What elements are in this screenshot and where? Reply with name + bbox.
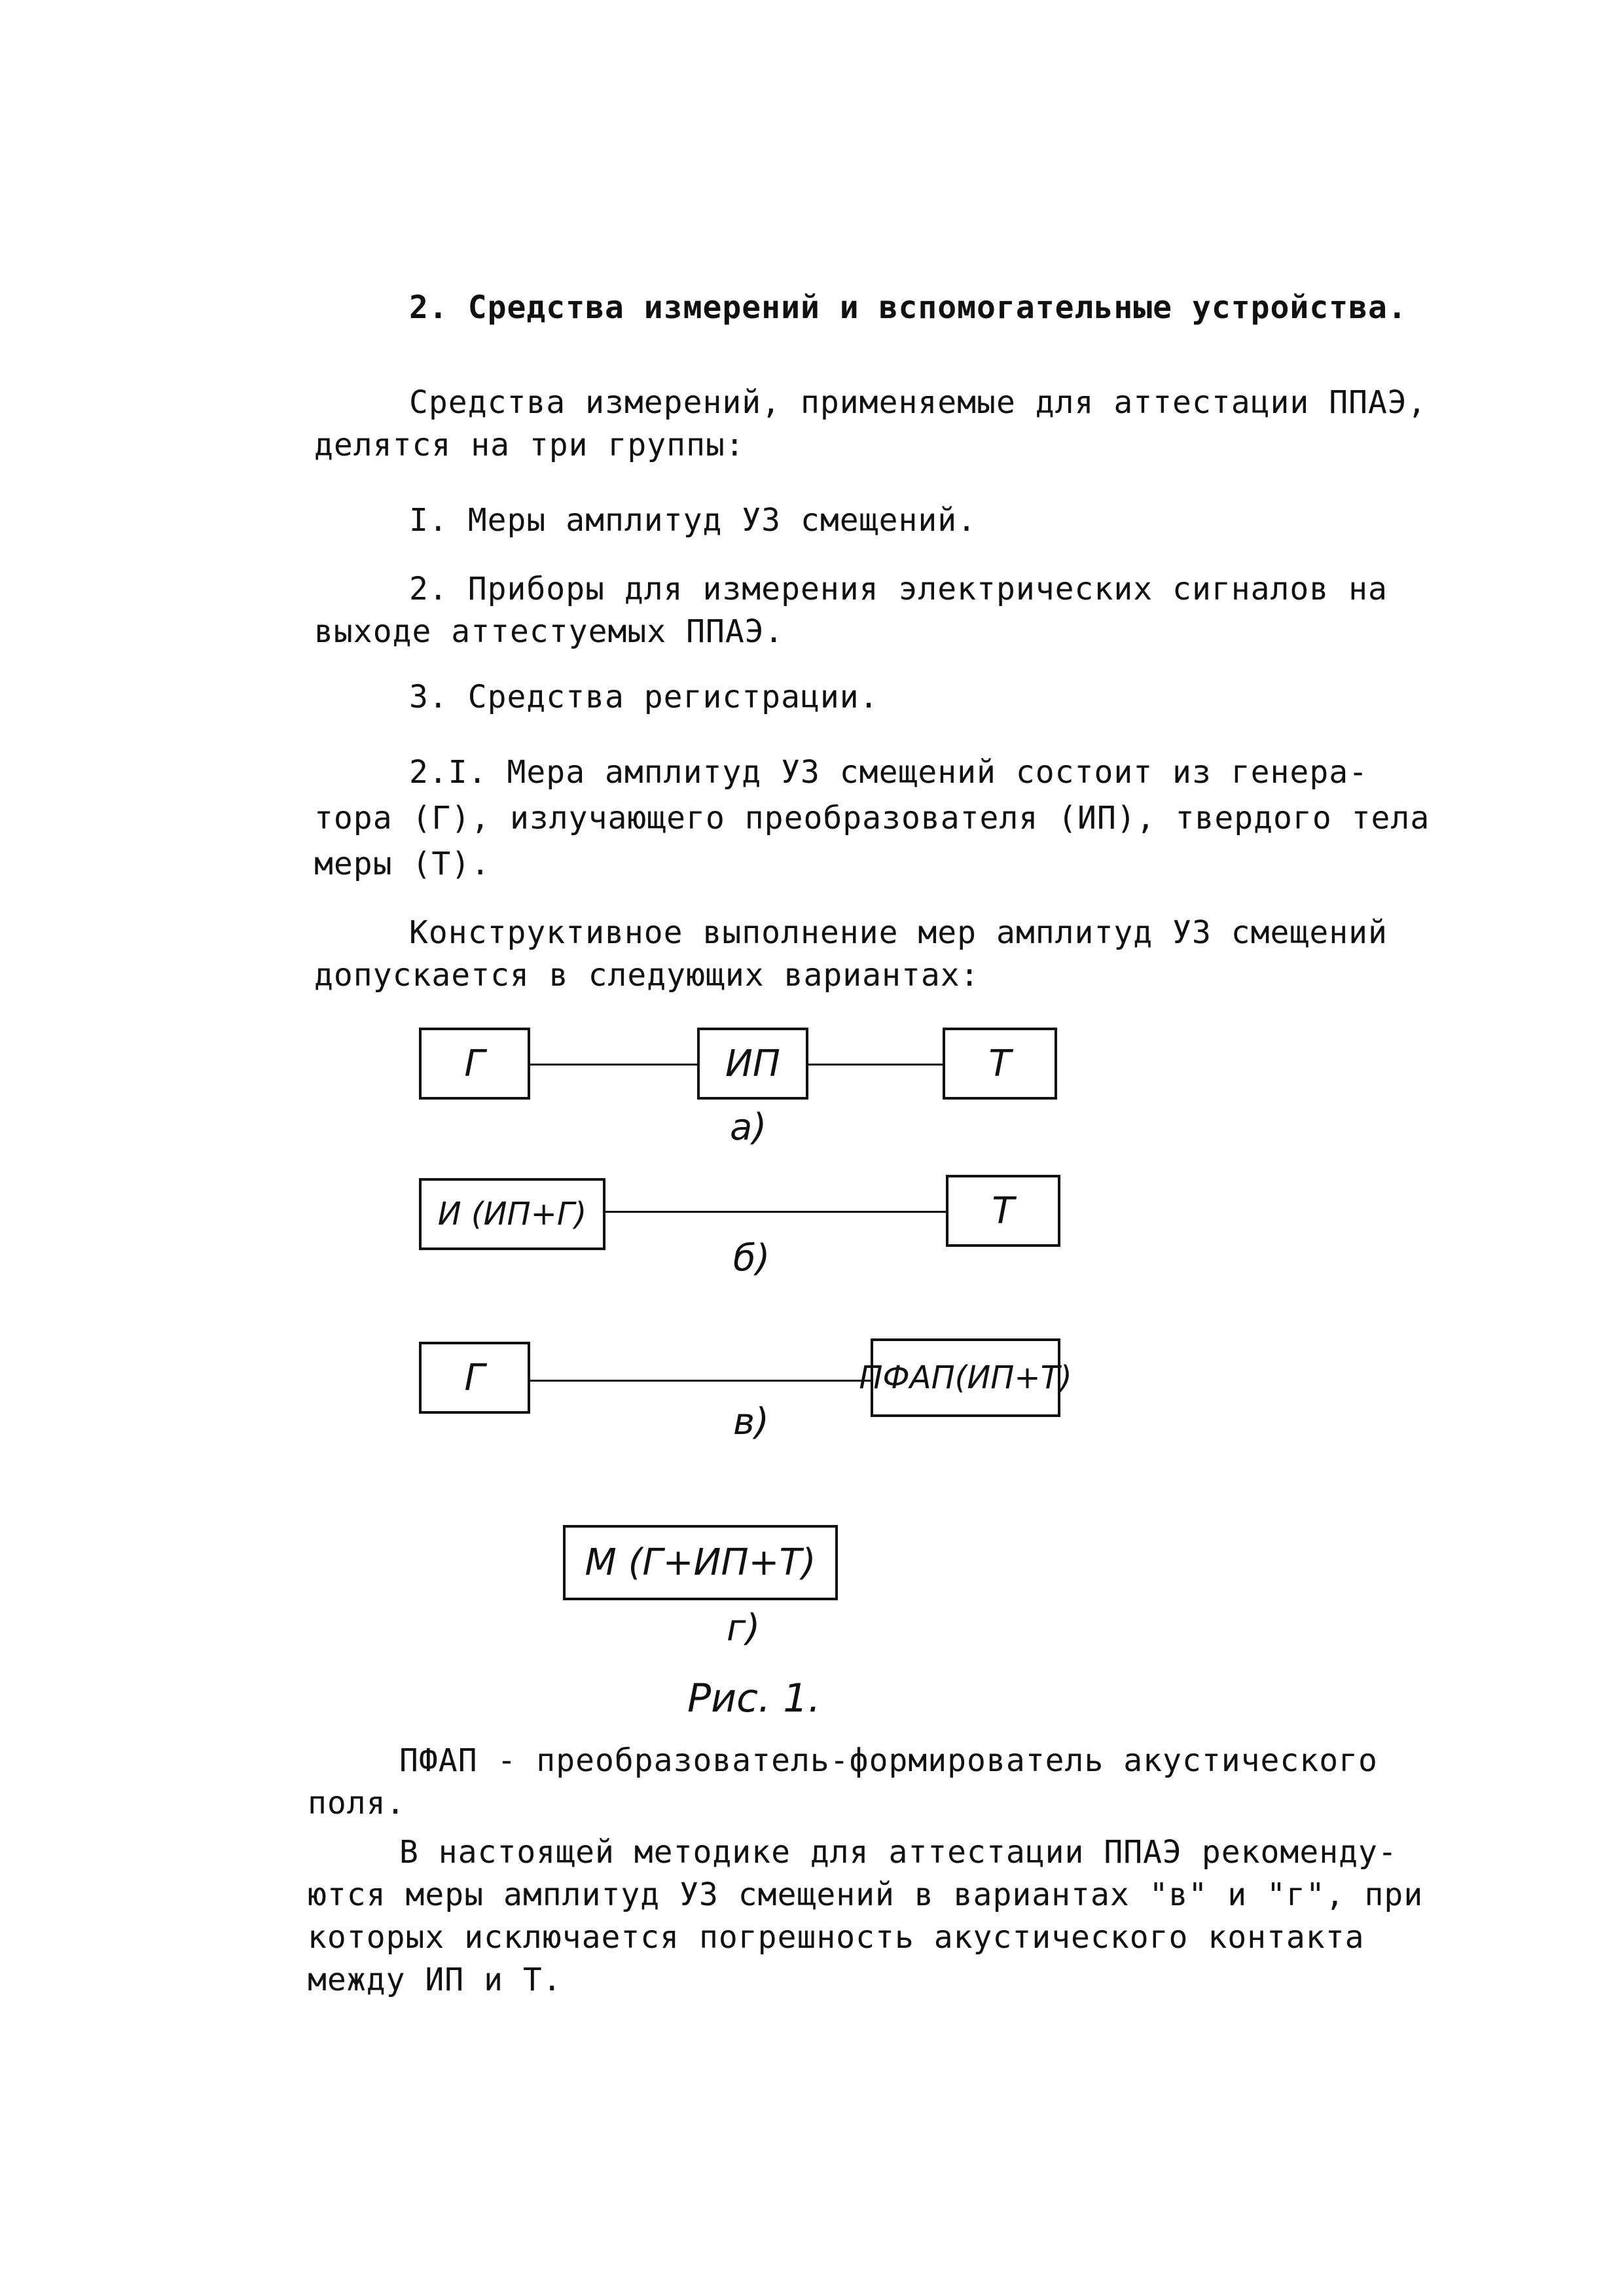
group-item-2-cont: выходе аттестуемых ППАЭ.	[314, 613, 784, 650]
section-heading: 2. Средства измерений и вспомогательные устройства.	[409, 289, 1407, 326]
emitting-transducer-box: ИП	[697, 1028, 808, 1100]
variant-v-label: в)	[733, 1401, 769, 1443]
generator-box: Г	[419, 1028, 530, 1100]
solid-body-box: Т	[943, 1028, 1057, 1100]
variant-a-label: а)	[730, 1106, 767, 1149]
clause-2-1-line-2: тора (Г), излучающего преобразователя (ИП), твердого тела	[314, 800, 1430, 836]
connector-line	[808, 1064, 943, 1066]
design-line-1: Конструктивное выполнение мер амплитуд УЗ смещений	[409, 914, 1388, 951]
design-line-2: допускается в следующих вариантах:	[314, 957, 980, 994]
intro-line-1: Средства измерений, применяемые для аттестации ППАЭ,	[409, 384, 1427, 421]
combined-generator-transducer-box: И (ИП+Г)	[419, 1178, 605, 1250]
measure-box: М (Г+ИП+Т)	[563, 1525, 838, 1600]
pfap-note-line-1: ПФАП - преобразователь-формирователь акустического	[399, 1742, 1378, 1779]
solid-body-box: Т	[946, 1175, 1060, 1247]
variant-g-label: г)	[727, 1607, 761, 1649]
recommendation-line-4: между ИП и Т.	[308, 1962, 562, 1998]
recommendation-line-2: ются меры амплитуд УЗ смещений в вариантах "в" и "г", при	[308, 1876, 1424, 1913]
connector-line	[530, 1380, 871, 1382]
recommendation-line-3: которых исключается погрешность акустического контакта	[308, 1919, 1365, 1956]
generator-box: Г	[419, 1342, 530, 1414]
group-item-3: 3. Средства регистрации.	[409, 679, 879, 715]
group-item-2: 2. Приборы для измерения электрических сигналов на	[409, 571, 1388, 607]
pfap-box: ПФАП(ИП+Т)	[871, 1338, 1060, 1417]
intro-line-2: делятся на три группы:	[314, 427, 745, 463]
pfap-note-line-2: поля.	[308, 1785, 406, 1821]
group-item-1: I. Меры амплитуд УЗ смещений.	[409, 502, 977, 539]
variant-b-label: б)	[733, 1237, 770, 1280]
clause-2-1-line-3: меры (Т).	[314, 846, 491, 882]
connector-line	[530, 1064, 697, 1066]
recommendation-line-1: В настоящей методике для аттестации ППАЭ рекоменду-	[399, 1834, 1398, 1871]
clause-2-1-line-1: 2.I. Мера амплитуд УЗ смещений состоит из генера-	[409, 754, 1369, 791]
connector-line	[605, 1211, 946, 1213]
figure-caption: Рис. 1.	[687, 1676, 821, 1721]
